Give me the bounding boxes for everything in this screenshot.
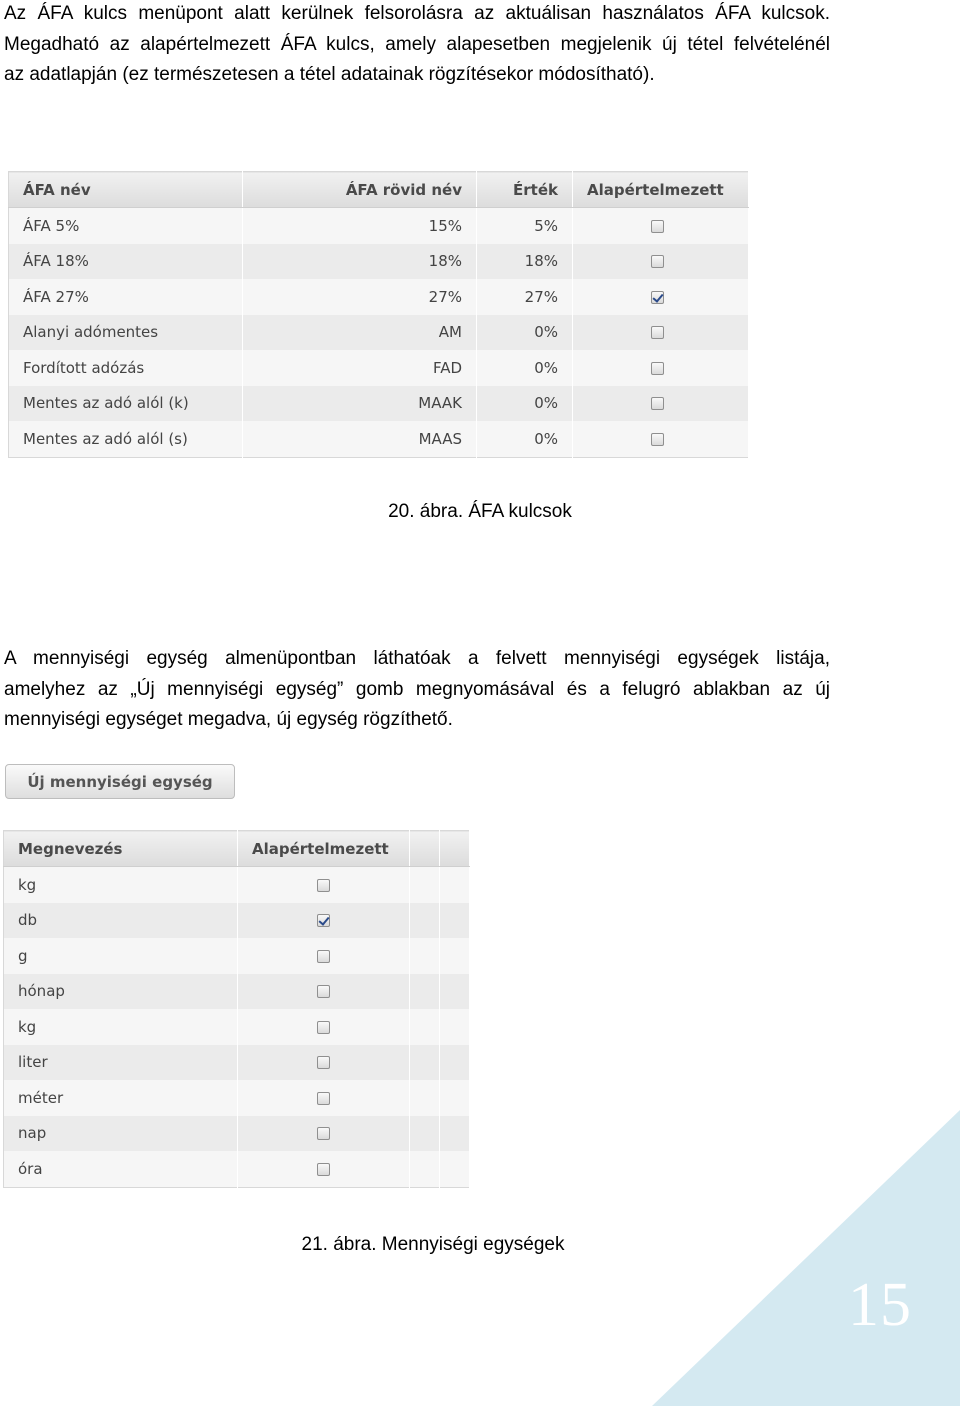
intro-line: az adatlapján (ez természetesen a tétel adatainak rögzítésekor módosítható). (4, 64, 655, 85)
unit-name-cell: nap (4, 1116, 238, 1152)
empty-cell (410, 938, 440, 974)
afa-name-cell: Mentes az adó alól (s) (9, 421, 243, 457)
afa-short-name-cell: AM (243, 315, 477, 351)
afa-value-cell: 18% (477, 244, 573, 280)
afa-short-name-cell: MAAK (243, 386, 477, 422)
unit-name-cell: db (4, 903, 238, 939)
default-checkbox[interactable] (651, 433, 664, 446)
afa-name-cell: Fordított adózás (9, 350, 243, 386)
default-checkbox[interactable] (651, 255, 664, 268)
default-checkbox[interactable] (317, 1092, 330, 1105)
empty-cell (440, 938, 470, 974)
table-header-row (4, 831, 470, 867)
default-checkbox[interactable] (651, 397, 664, 410)
intro-paragraph (4, 0, 830, 91)
afa-short-name-cell: FAD (243, 350, 477, 386)
default-checkbox[interactable] (317, 985, 330, 998)
default-checkbox[interactable] (317, 1163, 330, 1176)
afa-default-cell (573, 386, 749, 422)
afa-short-name-cell: 18% (243, 244, 477, 280)
default-checkbox[interactable] (651, 362, 664, 375)
table-row[interactable] (9, 386, 749, 422)
unit-name-cell: kg (4, 1009, 238, 1045)
table-row[interactable] (4, 1151, 470, 1187)
table-row[interactable] (9, 244, 749, 280)
column-header-empty (440, 831, 470, 867)
default-checkbox[interactable] (317, 1056, 330, 1069)
units-line: mennyiségi egységet megadva, új egység rögzíthető. (4, 709, 453, 730)
unit-name-cell: kg (4, 867, 238, 903)
default-checkbox-checked[interactable] (317, 914, 330, 927)
table-row[interactable] (4, 1080, 470, 1116)
decorative-corner-triangle (652, 1110, 960, 1406)
empty-cell (410, 1045, 440, 1081)
unit-default-cell (238, 974, 410, 1010)
afa-short-name-cell: 27% (243, 279, 477, 315)
unit-name-cell: hónap (4, 974, 238, 1010)
table-row[interactable] (9, 315, 749, 351)
empty-cell (440, 867, 470, 903)
units-line: A mennyiségi egység almenüpontban láthatóak a felvett mennyiségi egységek listája, (4, 648, 830, 669)
unit-name-cell: méter (4, 1080, 238, 1116)
unit-default-cell (238, 903, 410, 939)
column-header-default[interactable]: Alapértelmezett (573, 172, 749, 208)
empty-cell (440, 1116, 470, 1152)
unit-default-cell (238, 938, 410, 974)
column-header-afa-name[interactable]: ÁFA név (9, 172, 243, 208)
afa-name-cell: ÁFA 27% (9, 279, 243, 315)
unit-default-cell (238, 1116, 410, 1152)
afa-value-cell: 0% (477, 350, 573, 386)
afa-rates-table (8, 171, 749, 458)
table-row[interactable] (9, 208, 749, 244)
empty-cell (440, 974, 470, 1010)
figure-caption: 21. ábra. Mennyiségi egységek (301, 1234, 565, 1255)
afa-default-cell (573, 208, 749, 244)
afa-value-cell: 0% (477, 315, 573, 351)
unit-name-cell: liter (4, 1045, 238, 1081)
afa-value-cell: 5% (477, 208, 573, 244)
empty-cell (410, 867, 440, 903)
default-checkbox[interactable] (317, 1127, 330, 1140)
units-paragraph (4, 644, 830, 736)
new-unit-button[interactable]: Új mennyiségi egység (5, 764, 235, 799)
empty-cell (410, 1009, 440, 1045)
column-header-default[interactable]: Alapértelmezett (238, 831, 410, 867)
column-header-name[interactable]: Megnevezés (4, 831, 238, 867)
table-row[interactable] (9, 421, 749, 457)
afa-default-cell (573, 350, 749, 386)
unit-name-cell: óra (4, 1151, 238, 1187)
empty-cell (440, 1151, 470, 1187)
afa-default-cell (573, 315, 749, 351)
column-header-empty (410, 831, 440, 867)
unit-default-cell (238, 867, 410, 903)
empty-cell (410, 1080, 440, 1116)
empty-cell (410, 1116, 440, 1152)
default-checkbox[interactable] (651, 220, 664, 233)
table-row[interactable] (4, 903, 470, 939)
page-number: 15 (848, 1271, 912, 1339)
afa-name-cell: Alanyi adómentes (9, 315, 243, 351)
afa-short-name-cell: MAAS (243, 421, 477, 457)
empty-cell (410, 1151, 440, 1187)
intro-line: Megadható az alapértelmezett ÁFA kulcs, amely alapesetben megjelenik új tétel felvételénél (4, 33, 830, 55)
table-row[interactable] (4, 974, 470, 1010)
empty-cell (440, 1080, 470, 1116)
table-header-row (9, 172, 749, 208)
table-row[interactable] (4, 867, 470, 903)
unit-name-cell: g (4, 938, 238, 974)
table-row[interactable] (9, 350, 749, 386)
afa-name-cell: ÁFA 18% (9, 244, 243, 280)
unit-default-cell (238, 1009, 410, 1045)
unit-default-cell (238, 1045, 410, 1081)
empty-cell (410, 974, 440, 1010)
afa-default-cell (573, 421, 749, 457)
unit-default-cell (238, 1151, 410, 1187)
unit-default-cell (238, 1080, 410, 1116)
table-row[interactable] (4, 1116, 470, 1152)
units-line: amelyhez az „Új mennyiségi egység” gomb megnyomásával és a felugró ablakban az új (4, 678, 830, 700)
afa-short-name-cell: 15% (243, 208, 477, 244)
default-checkbox[interactable] (317, 1021, 330, 1034)
empty-cell (440, 903, 470, 939)
afa-name-cell: ÁFA 5% (9, 208, 243, 244)
default-checkbox[interactable] (651, 326, 664, 339)
units-table (3, 830, 470, 1188)
afa-value-cell: 0% (477, 421, 573, 457)
afa-value-cell: 27% (477, 279, 573, 315)
default-checkbox[interactable] (317, 950, 330, 963)
column-header-afa-short-name[interactable]: ÁFA rövid név (243, 172, 477, 208)
empty-cell (410, 903, 440, 939)
afa-name-cell: Mentes az adó alól (k) (9, 386, 243, 422)
table-row[interactable] (9, 279, 749, 315)
default-checkbox[interactable] (317, 879, 330, 892)
table-row[interactable] (4, 1009, 470, 1045)
table-row[interactable] (4, 938, 470, 974)
afa-value-cell: 0% (477, 386, 573, 422)
afa-default-cell (573, 279, 749, 315)
intro-line: Az ÁFA kulcs menüpont alatt kerülnek felsorolásra az aktuálisan használatos ÁFA kulcsok. (4, 3, 830, 24)
afa-default-cell (573, 244, 749, 280)
column-header-value[interactable]: Érték (477, 172, 573, 208)
empty-cell (440, 1009, 470, 1045)
figure-caption: 20. ábra. ÁFA kulcsok (388, 501, 572, 522)
empty-cell (440, 1045, 470, 1081)
table-row[interactable] (4, 1045, 470, 1081)
default-checkbox-checked[interactable] (651, 291, 664, 304)
